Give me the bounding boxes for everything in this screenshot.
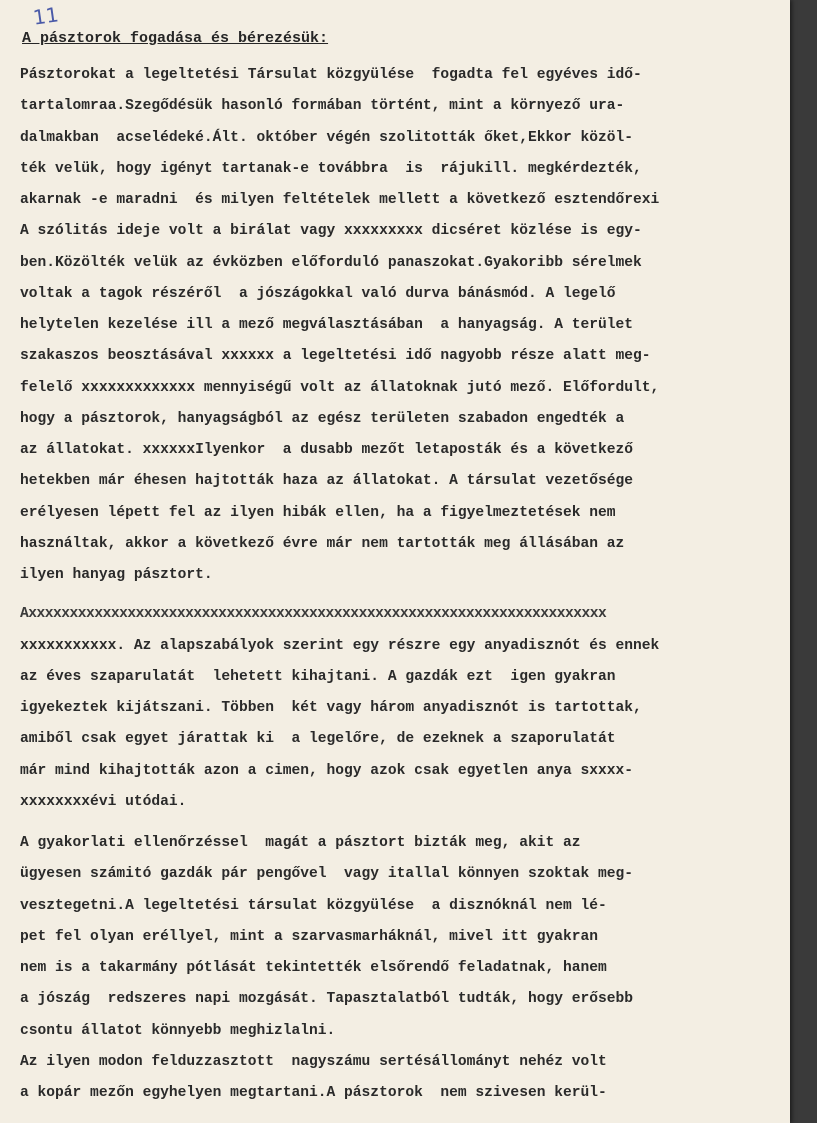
text-line: hetekben már éhesen hajtották haza az állatokat. A társulat vezetősége [20,473,634,490]
text-line: az állatokat. xxxxxxIlyenkor a dusabb mezőt letaposták és a következő [20,442,634,458]
text-line: xxxxxxxxxxx. Az alapszabályok szerint egy részre egy anyadisznót és ennek [20,637,660,654]
paragraph [20,60,780,591]
text-line: használtak, akkor a következő évre már nem tartották meg állásában az [20,535,625,552]
text-line: A gyakorlati ellenőrzéssel magát a pásztort bizták meg, akit az [20,835,581,851]
text-line: szakaszos beosztásával xxxxxx a legeltetési idő nagyobb része alatt meg- [20,348,651,365]
text-line: ilyen hanyag pásztort. [20,567,213,583]
text-line: a kopár mezőn egyhelyen megtartani.A pásztorok nem szivesen kerül- [20,1085,607,1101]
text-line: ügyesen számitó gazdák pár pengővel vagy itallal könnyen szoktak meg- [20,866,634,883]
struck-through-line: Axxxxxxxxxxxxxxxxxxxxxxxxxxxxxxxxxxxxxxxxxxxxxxxxxxxxxxxxxxxxxxxxxxxxxx [20,606,607,623]
text-line: pet fel olyan eréllyel, mint a szarvasmarháknál, mivel itt gyakran [20,928,599,945]
text-line: helytelen kezelése ill a mező megválasztásában a hanyagság. A terület [20,317,634,333]
text-line: akarnak -e maradni és milyen feltételek mellett a következő esztendőrexi [20,192,660,208]
text-line: Az ilyen modon felduzzasztott nagyszámu sertésállományt nehéz volt [20,1053,607,1070]
text-line: A szólitás ideje volt a birálat vagy xxxxxxxxx dicséret közlése is egy- [20,223,642,240]
text-line: ték velük, hogy igényt tartanak-e továbbra is rájukill. megkérdezték, [20,160,642,177]
text-line: felelő xxxxxxxxxxxxx mennyiségű volt az állatoknak jutó mező. Előfordult, [20,379,660,396]
text-line: erélyesen lépett fel az ilyen hibák ellen, ha a figyelmeztetések nem [20,504,616,521]
text-line: az éves szaparulatát lehetett kihajtani. A gazdák ezt igen gyakran [20,668,616,685]
text-line: vesztegetni.A legeltetési társulat közgyülése a disznóknál nem lé- [20,897,607,914]
text-line: dalmakban acselédeké.Ált. október végén szolitották őket,Ekkor közöl- [20,129,634,146]
text-line: Pásztorokat a legeltetési Társulat közgyülése fogadta fel egyéves idő- [20,67,642,83]
text-line: voltak a tagok részéről a jószágokkal való durva bánásmód. A legelő [20,285,616,302]
text-line: amiből csak egyet járattak ki a legelőre, de ezeknek a szaporulatát [20,731,616,748]
paragraph [20,828,780,1109]
text-line: tartalomraa.Szegődésük hasonló formában történt, mint a környező ura- [20,98,625,115]
text-line: igyekeztek kijátszani. Többen két vagy három anyadisznót is tartottak, [20,700,642,716]
document-title: A pásztorok fogadása és bérezésük: [22,30,329,47]
text-line: a jószág redszeres napi mozgását. Tapasztalatból tudták, hogy erősebb [20,991,634,1008]
paragraph [20,599,780,818]
text-line: ben.Közölték velük az évközben előforduló panaszokat.Gyakoribb sérelmek [20,254,642,271]
text-line: csontu állatot könnyebb meghizlalni. [20,1022,336,1039]
text-line: nem is a takarmány pótlását tekintették elsőrendő feladatnak, hanem [20,960,607,976]
document-body [20,60,780,1109]
text-line: xxxxxxxxévi utódai. [20,793,187,810]
handwritten-page-number: 11 [31,2,60,30]
text-line: hogy a pásztorok, hanyagságból az egész területen szabadon engedték a [20,410,625,427]
text-line: már mind kihajtották azon a cimen, hogy azok csak egyetlen anya sxxxx- [20,762,634,779]
